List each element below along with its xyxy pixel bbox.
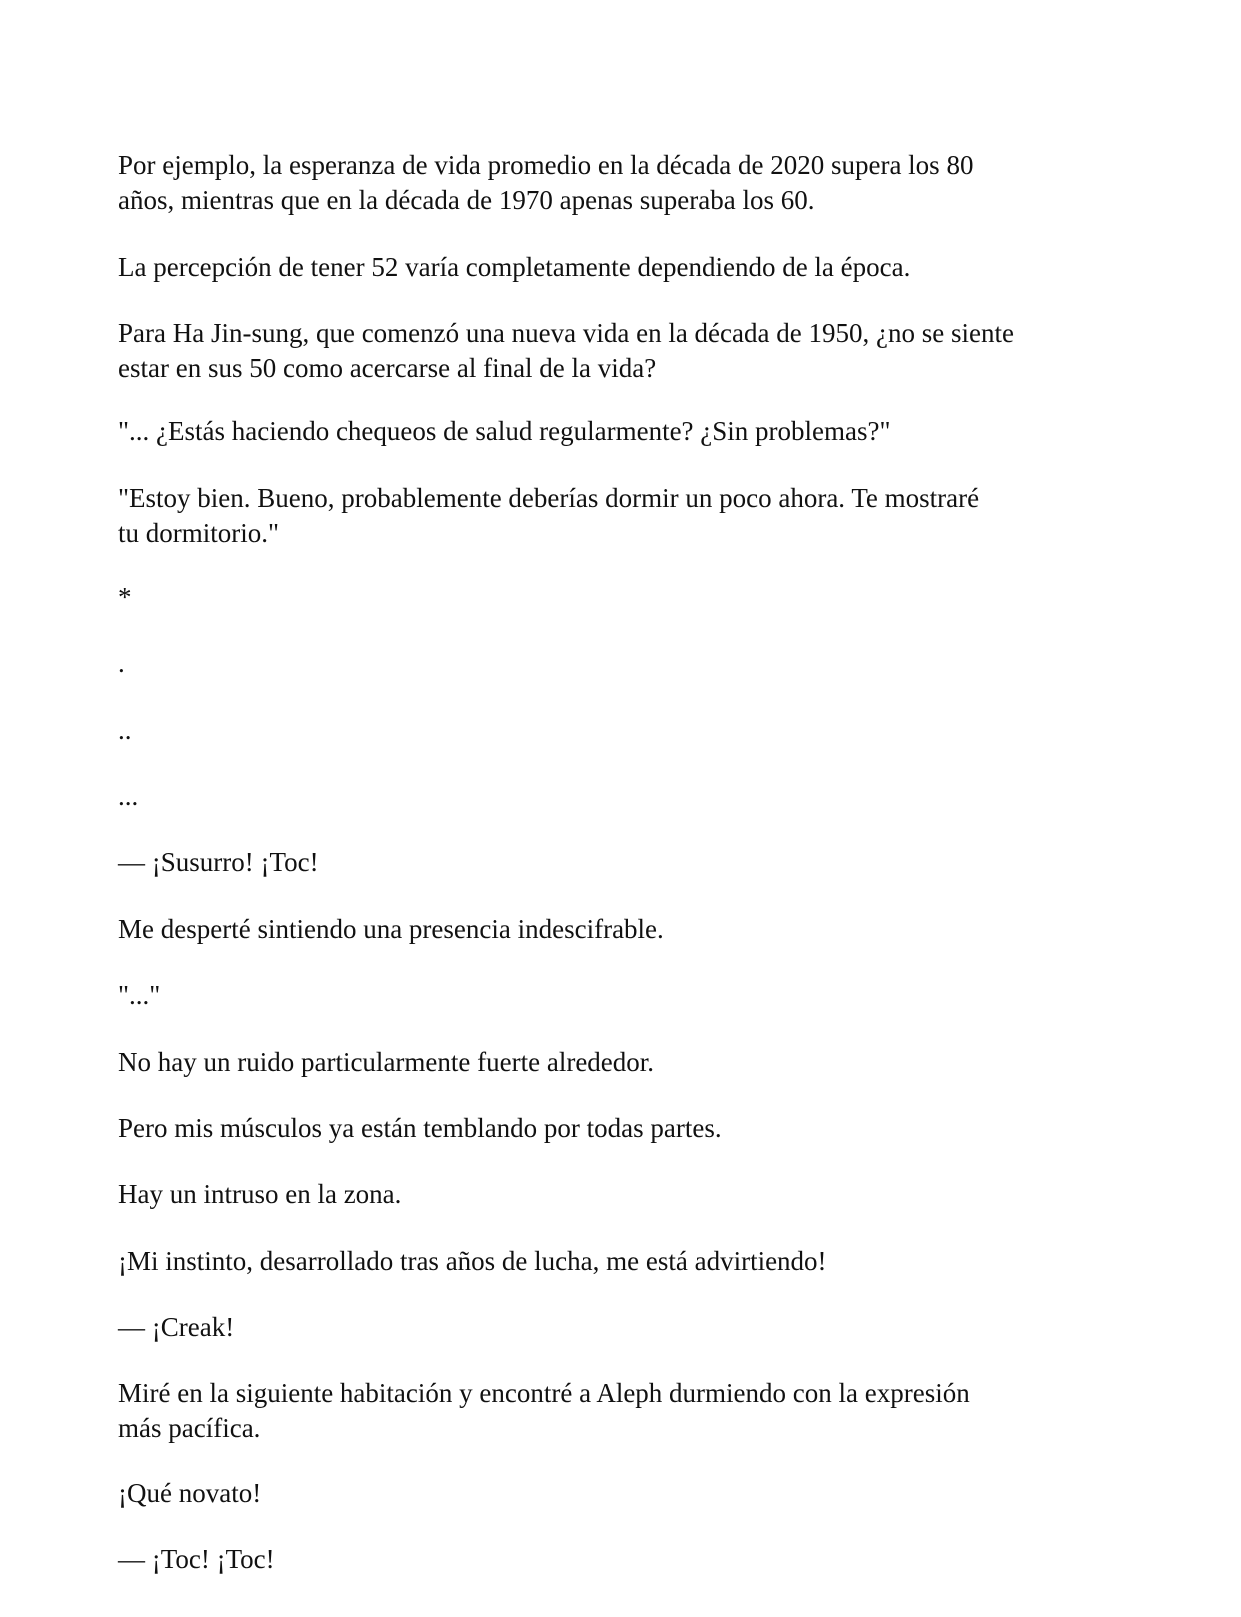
- paragraph-line: No hay un ruido particularmente fuerte alrededor.: [118, 1047, 655, 1077]
- paragraph: [118, 912, 1128, 947]
- paragraph: [118, 1310, 1128, 1345]
- paragraph-line: *: [118, 582, 132, 612]
- paragraph: [118, 978, 1128, 1013]
- paragraph-line: ¡Mi instinto, desarrollado tras años de lucha, me está advirtiendo!: [118, 1246, 827, 1276]
- paragraph: [118, 1476, 1128, 1511]
- paragraph-line: La percepción de tener 52 varía completamente dependiendo de la época.: [118, 252, 911, 282]
- paragraph: [118, 646, 1128, 681]
- paragraph-line: estar en sus 50 como acercarse al final de la vida?: [118, 353, 657, 383]
- paragraph-line: Me desperté sintiendo una presencia indescifrable.: [118, 914, 664, 944]
- paragraph-line: "... ¿Estás haciendo chequeos de salud regularmente? ¿Sin problemas?": [118, 416, 891, 446]
- paragraph: [118, 148, 1128, 218]
- paragraph-line: — ¡Creak!: [118, 1312, 235, 1342]
- paragraph-line: Por ejemplo, la esperanza de vida promedio en la década de 2020 supera los 80: [118, 150, 974, 180]
- paragraph: [118, 779, 1128, 814]
- paragraph: [118, 713, 1128, 748]
- paragraph-line: .: [118, 648, 125, 678]
- paragraph-line: "...": [118, 980, 161, 1010]
- paragraph: [118, 1376, 1128, 1446]
- paragraph-line: — ¡Susurro! ¡Toc!: [118, 847, 319, 877]
- paragraph-line: Miré en la siguiente habitación y encontré a Aleph durmiendo con la expresión: [118, 1378, 970, 1408]
- paragraph-line: — ¡Toc! ¡Toc!: [118, 1544, 275, 1574]
- paragraph: [118, 481, 1128, 551]
- paragraph: [118, 1177, 1128, 1212]
- paragraph-line: ..: [118, 715, 132, 745]
- paragraph: [118, 414, 1128, 449]
- paragraph-line: Hay un intruso en la zona.: [118, 1179, 402, 1209]
- paragraph: [118, 1045, 1128, 1080]
- paragraph-line: Pero mis músculos ya están temblando por todas partes.: [118, 1113, 722, 1143]
- paragraph: [118, 580, 1128, 615]
- paragraph: [118, 1111, 1128, 1146]
- paragraph: [118, 316, 1128, 386]
- paragraph-line: más pacífica.: [118, 1413, 261, 1443]
- paragraph: [118, 1244, 1128, 1279]
- paragraph: [118, 1542, 1128, 1577]
- paragraph-line: años, mientras que en la década de 1970 apenas superaba los 60.: [118, 185, 815, 215]
- paragraph: [118, 250, 1128, 285]
- paragraph-line: Para Ha Jin-sung, que comenzó una nueva vida en la década de 1950, ¿no se siente: [118, 318, 1014, 348]
- paragraph-line: ...: [118, 781, 139, 811]
- paragraph-line: tu dormitorio.": [118, 518, 280, 548]
- paragraph-line: ¡Qué novato!: [118, 1478, 262, 1508]
- paragraph-line: "Estoy bien. Bueno, probablemente deberías dormir un poco ahora. Te mostraré: [118, 483, 980, 513]
- paragraph: [118, 845, 1128, 880]
